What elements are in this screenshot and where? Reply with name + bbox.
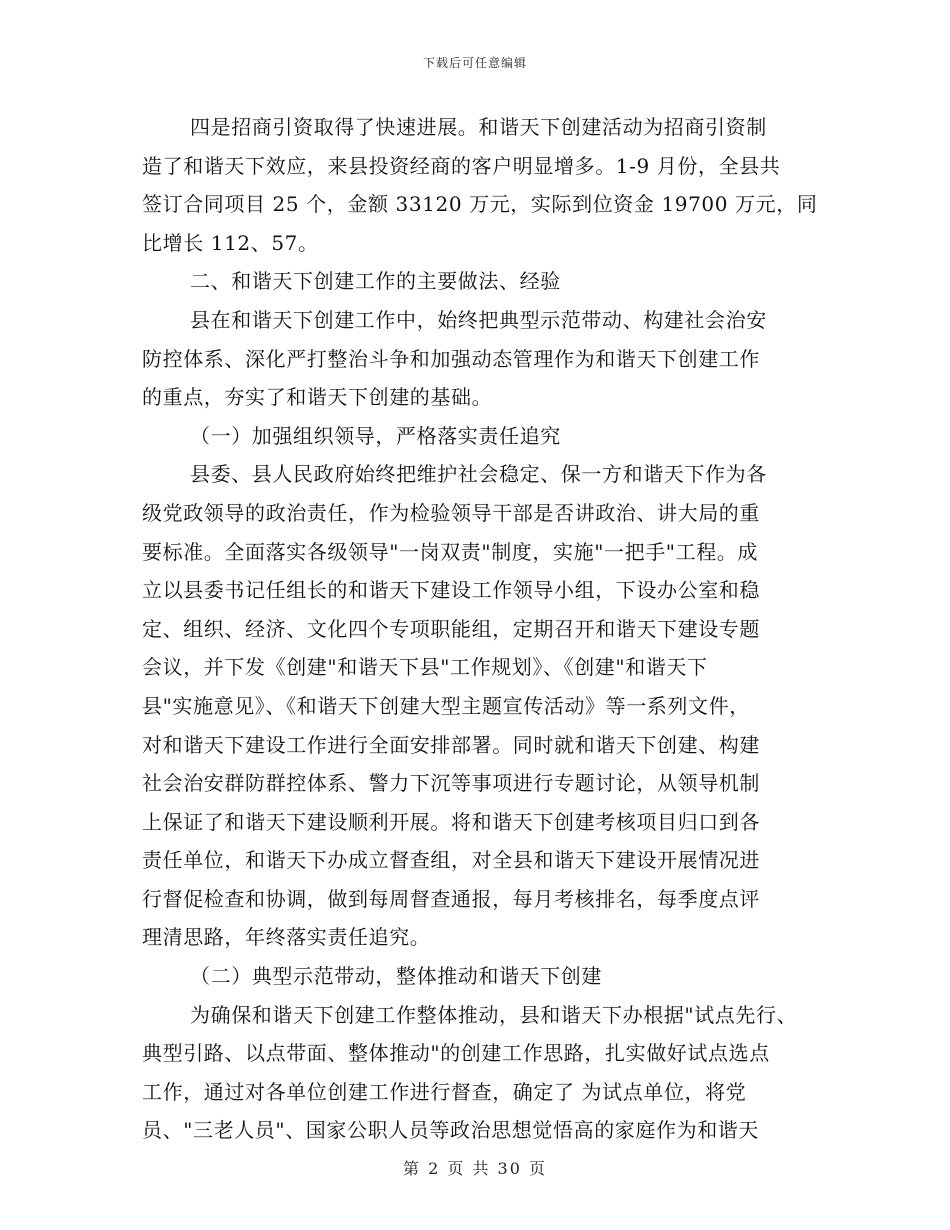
paragraph-line: 的重点，夯实了和谐天下创建的基础。 xyxy=(142,385,493,410)
page-number-footer: 第 2 页 共 30 页 xyxy=(403,1159,547,1178)
paragraph-line: 典型引路、以点带面、整体推动"的创建工作思路，扎实做好试点选点 xyxy=(142,1041,770,1066)
paragraph-line: 定、组织、经济、文化四个专项职能组，定期召开和谐天下建设专题 xyxy=(142,616,760,641)
paragraph-line: 签订合同项目 25 个，金额 33120 万元，实际到位资金 19700 万元，同 xyxy=(142,192,818,217)
paragraph-line: 四是招商引资取得了快速进展。和谐天下创建活动为招商引资制 xyxy=(190,115,767,139)
document-body xyxy=(142,108,832,1150)
paragraph-line: 防控体系、深化严打整治斗争和加强动态管理作为和谐天下创建工作 xyxy=(142,346,760,371)
paragraph-line: 上保证了和谐天下建设顺利开展。将和谐天下创建考核项目归口到各 xyxy=(142,809,760,834)
paragraph-line: 要标准。全面落实各级领导"一岗双责"制度，实施"一把手"工程。成 xyxy=(142,539,758,564)
paragraph-line: 级党政领导的政治责任，作为检验领导干部是否讲政治、讲大局的重 xyxy=(142,500,760,525)
paragraph-line: 为确保和谐天下创建工作整体推动，县和谐天下办根据"试点先行、 xyxy=(190,1002,798,1027)
paragraph-line: 县"实施意见》、《和谐天下创建大型主题宣传活动》等一系列文件， xyxy=(142,693,750,718)
paragraph-line: 工作，通过对各单位创建工作进行督查，确定了 为试点单位，将党 xyxy=(142,1079,747,1104)
paragraph-line: 行督促检查和协调，做到每周督查通报，每月考核排名，每季度点评 xyxy=(142,886,760,911)
paragraph-line: 立以县委书记任组长的和谐天下建设工作领导小组，下设办公室和稳 xyxy=(142,578,760,603)
paragraph-line: 县委、县人民政府始终把维护社会稳定、保一方和谐天下作为各 xyxy=(190,462,767,487)
paragraph-line: 县在和谐天下创建工作中，始终把典型示范带动、构建社会治安 xyxy=(190,307,767,332)
paragraph-line: 理清思路，年终落实责任追究。 xyxy=(142,925,431,950)
section-heading: 二、和谐天下创建工作的主要做法、经验 xyxy=(190,269,561,294)
paragraph-line: 对和谐天下建设工作进行全面安排部署。同时就和谐天下创建、构建 xyxy=(142,732,760,757)
paragraph-line: 员、"三老人员"、国家公职人员等政治思想觉悟高的家庭作为和谐天 xyxy=(142,1118,759,1143)
page-header: 下载后可任意编辑 xyxy=(422,56,527,70)
paragraph-line: 造了和谐天下效应，来县投资经商的客户明显增多。1-9 月份，全县共 xyxy=(142,153,781,178)
paragraph-line: 会议，并下发《创建"和谐天下县"工作规划》、《创建"和谐天下 xyxy=(142,655,708,680)
paragraph-line: 比增长 112、57。 xyxy=(142,230,319,255)
subsection-heading: （一）加强组织领导，严格落实责任追究 xyxy=(190,423,561,448)
subsection-heading: （二）典型示范带动，整体推动和谐天下创建 xyxy=(190,964,602,989)
paragraph-line: 责任单位，和谐天下办成立督查组，对全县和谐天下建设开展情况进 xyxy=(142,848,760,873)
paragraph-line: 社会治安群防群控体系、警力下沉等事项进行专题讨论，从领导机制 xyxy=(142,771,760,796)
